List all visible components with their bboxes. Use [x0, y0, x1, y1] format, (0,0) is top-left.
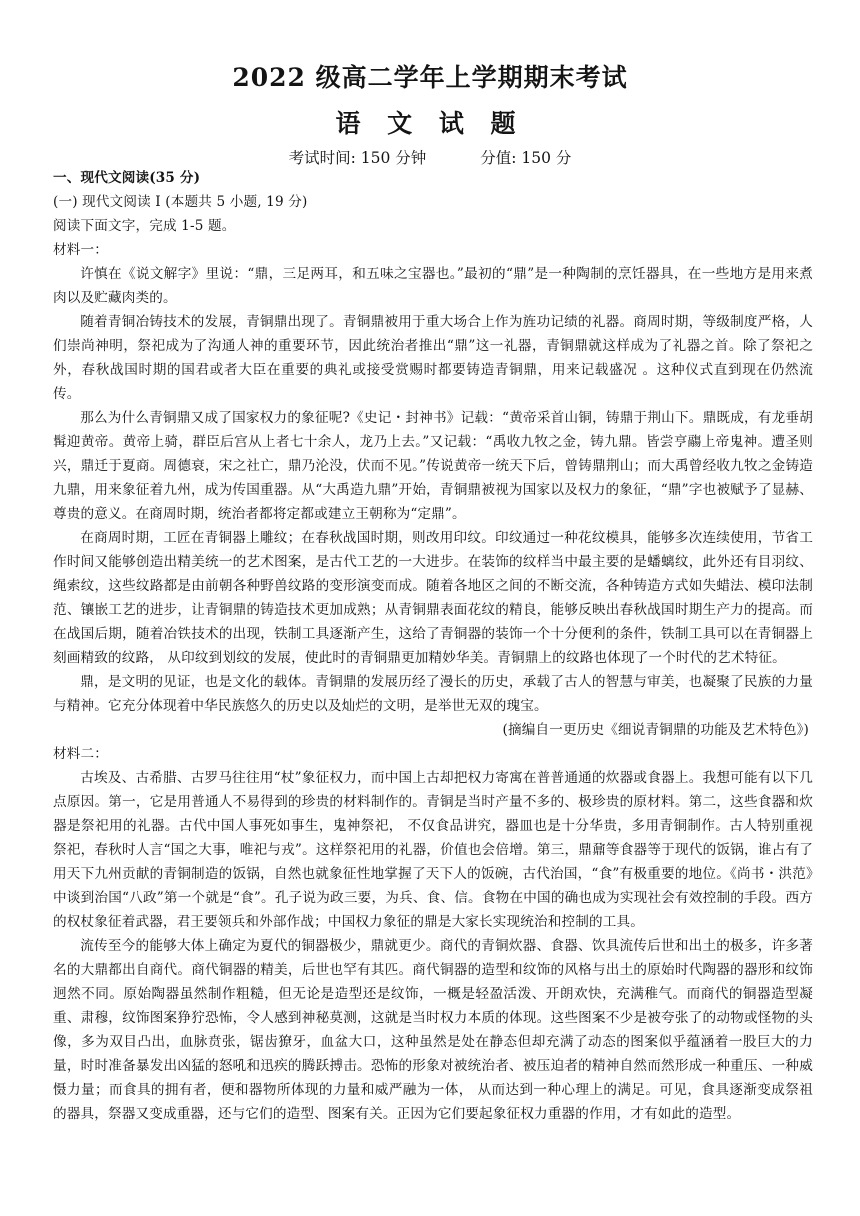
exam-time: 考试时间: 150 分钟 — [288, 149, 427, 167]
subject-title: 语 文 试 题 — [335, 109, 525, 138]
part-heading: (一) 现代文阅读 I (本题共 5 小题, 19 分) — [53, 194, 308, 210]
exam-content — [53, 166, 813, 1126]
material-label: 材料一： — [53, 242, 108, 258]
exam-title: 2022 级高二学年上学期期末考试 — [232, 63, 628, 92]
paragraph: 那么为什么青铜鼎又成了国家权力的象征呢?《史记・封神书》记载：“黄帝采首山铜，铸鼎于荆山下。鼎既成，有龙垂胡髯迎黄帝。黄帝上骑，群臣后宫从上者七十余人，龙乃上去。”又记载：“禹收九牧之金，铸九鼎。皆尝亨鬺上帝鬼神。遭圣则兴，鼎迁于夏商。周德衰，宋之社亡，鼎乃沦没，伏而不见。”传说黄帝一统天下后，曾铸鼎荆山；而大禹曾经收九牧之金铸造九鼎，用来象征着九州，成为传国重器。从“大禹造九鼎”开始，青铜鼎被视为国家以及权力的象征，“鼎”字也被赋予了显赫、尊贵的意义。在商周时期，统治者都将定都或建立王朝称为“定鼎”。 — [53, 410, 813, 522]
section-heading: 一、现代文阅读(35 分) — [53, 170, 201, 186]
exam-meta — [0, 146, 860, 168]
paragraph: 许慎在《说文解字》里说：“鼎，三足两耳，和五味之宝器也。”最初的“鼎”是一种陶制的烹饪器具，在一些地方是用来煮肉以及贮藏肉类的。 — [53, 266, 813, 306]
paragraph: 在商周时期，工匠在青铜器上雕纹；在春秋战国时期，则改用印纹。印纹通过一种花纹模具，能够多次连续使用，节省工作时间又能够创造出精美统一的艺术图案，是古代工艺的一大进步。在装饰的纹样当中最主要的是蟠螭纹，此外还有目羽纹、绳索纹，这些纹路都是由前朝各种野兽纹路的变形演变而成。随着各地区之间的不断交流，各种铸造方式如失蜡法、模印法制范、镶嵌工艺的进步，让青铜鼎的铸造技术更加成熟；从青铜鼎表面花纹的精良，能够反映出春秋战国时期生产力的提高。而在战国后期，随着冶铁技术的出现，铁制工具逐渐产生，这给了青铜器的装饰一个十分便利的条件，铁制工具可以在青铜器上刻画精致的纹路， 从印纹到划纹的发展，使此时的青铜鼎更加精妙华美。青铜鼎上的纹路也体现了一个时代的艺术特征。 — [53, 530, 813, 666]
material-label: 材料二： — [53, 746, 108, 762]
paragraph: 古埃及、古希腊、古罗马往往用“杖”象征权力，而中国上古却把权力寄寓在普普通通的炊器或食器上。我想可能有以下几点原因。第一，它是用普通人不易得到的珍贵的材料制作的。青铜是当时产量不多的、极珍贵的原材料。第二，这些食器和炊器是祭祀用的礼器。古代中国人事死如事生，鬼神祭祀， 不仅食品讲究，器皿也是十分华贵，多用青铜制作。古人特别重视祭祀，春秋时人言“国之大事，唯祀与戎”。这样祭祀用的礼器，价值也会倍增。第三，鼎鼐等食器等于现代的饭锅，谁占有了用天下九州贡献的青铜制造的饭锅，自然也就象征性地掌握了天下人的饭碗，古代治国，“食”有极重要的地位。《尚书・洪范》中谈到治国“八政”第一个就是“食”。孔子说为政三要，为兵、食、信。食物在中国的确也成为实现社会有效控制的手段。西方的权杖象征着武器，君王要领兵和外部作战；中国权力象征的鼎是大家长实现统治和控制的工具。 — [53, 770, 813, 930]
exam-score: 分值: 150 分 — [480, 149, 572, 167]
paragraph: 随着青铜冶铸技术的发展，青铜鼎出现了。青铜鼎被用于重大场合上作为旌功记绩的礼器。商周时期，等级制度严格，人们崇尚神明，祭祀成为了沟通人神的重要环节，因此统治者推出“鼎”这一礼器，青铜鼎就这样成为了礼器之首。除了祭祀之外，春秋战国时期的国君或者大臣在重要的典礼或接受赏赐时都要铸造青铜鼎，用来记载盛况 。这种仪式直到现在仍然流传。 — [53, 314, 813, 402]
source-citation: (摘编自一更历史《细说青铜鼎的功能及艺术特色》) — [502, 722, 809, 738]
instruction: 阅读下面文字，完成 1-5 题。 — [53, 218, 236, 234]
paragraph: 流传至今的能够大体上确定为夏代的铜器极少，鼎就更少。商代的青铜炊器、食器、饮具流传后世和出土的极多，许多著名的大鼎都出自商代。商代铜器的精美，后世也罕有其匹。商代铜器的造型和纹饰的风格与出土的原始时代陶器的器形和纹饰迥然不同。原始陶器虽然制作粗糙，但无论是造型还是纹饰，一概是轻盈活泼、开朗欢快，充满稚气。而商代的铜器造型凝重、肃穆，纹饰图案狰狞恐怖，令人感到神秘莫测，这就是当时权力本质的体现。这些图案不少是被夸张了的动物或怪物的头像，多为双目凸出，血脉贲张，锯齿獠牙，血盆大口，这种虽然是处在静态但却充满了动态的图案似乎蕴涵着一股巨大的力量，时时准备暴发出凶猛的怒吼和迅疾的腾跃搏击。恐怖的形象对被统治者、被压迫者的精神自然而然形成一种重压、一种威慑力量；而食具的拥有者，便和器物所体现的力量和威严融为一体， 从而达到一种心理上的满足。可见，食具逐渐变成祭祖的器具，祭器又变成重器，还与它们的造型、图案有关。正因为它们要起象征权力重器的作用，才有如此的造型。 — [53, 938, 813, 1122]
paragraph: 鼎，是文明的见证，也是文化的载体。青铜鼎的发展历经了漫长的历史，承载了古人的智慧与审美，也凝聚了民族的力量与精神。它充分体现着中华民族悠久的历史以及灿烂的文明，是举世无双的瑰宝。 — [53, 674, 813, 714]
